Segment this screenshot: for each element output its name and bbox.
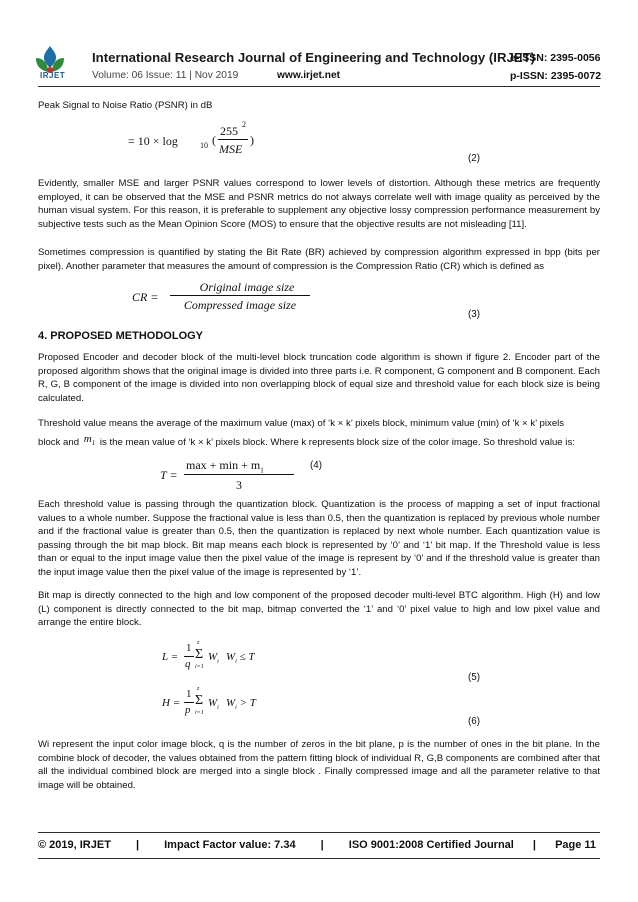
equation-6: H = 1 p z Σ i=1 $W_i$ $W_i > T$ [162, 686, 256, 716]
paragraph-threshold-2: block and $m_1$ is the mean value of ‘k × k’ pixels block. Where k represents block size of the color image. So threshold value is: [38, 433, 575, 448]
paragraph-mse: Evidently, smaller MSE and larger PSNR values correspond to lower levels of distortion. Although these metrics are frequently employed, it can be observed that the MSE and PSNR metrics do not always correlate well with image quality as perceived by the human visual system. For this reason, it is preferable to supplement any objective lossy compression performance measurement by subjective tests such as the Mean Opinion Score (MOS) to ensure that the objective results are not misleading [11]. [38, 178, 600, 230]
paragraph-bitmap: Bit map is directly connected to the high and low component of the proposed decoder multi-level BTC algorithm. High (H) and low (L) component is directly connected to the bit map, bitmap converted the ‘1’ and ‘0’ pixel value to high and low pixel value and arrange the entire block. [38, 590, 600, 629]
footer-copyright: © 2019, IRJET [38, 839, 111, 851]
footer-impact: Impact Factor value: 7.34 [164, 839, 296, 851]
footer-separator: | [320, 839, 324, 851]
e-issn: e-ISSN: 2395-0056 [510, 52, 601, 64]
equation-6-number: (6) [468, 716, 480, 727]
equation-2: = 10 × log 10 ( 255 2 MSE ) [128, 120, 254, 156]
m1-symbol: $m_1$ [83, 433, 96, 448]
equation-5: L = 1 q z Σ i=1 $W_i$ $W_i \le T$ [162, 640, 255, 670]
volume-issue: Volume: 06 Issue: 11 | Nov 2019 [92, 70, 239, 81]
footer [38, 839, 600, 851]
footer-separator: | [532, 839, 536, 851]
header-divider [38, 86, 600, 87]
paragraph-final: Wi represent the input color image block, q is the number of zeros in the bit plane, p is the number of ones in the bit plane. In the combine block of decoder, the values obtained from the pattern fitting block of individual R, G,B components are combined after that all the individual combined block are merged into a single block . Finally compressed image and all the parameter relative to that image will be obtained. [38, 739, 600, 791]
paragraph-bitrate: Sometimes compression is quantified by stating the Bit Rate (BR) achieved by compression algorithm expressed in bpp (bits per pixel). Another parameter that measures the amount of compression is the Compression Ratio (CR) which is defined as [38, 247, 600, 272]
footer-separator: | [135, 839, 140, 851]
paragraph-encoder: Proposed Encoder and decoder block of the multi-level block truncation code algorithm is shown if figure 2. Encoder part of the proposed algorithm shows that the original image is divided into three parts i.e. R component, G component and B component. Each R, G, B component of the image is divided into non overlapping block of equal size and threshold value for each block size is being calculated. [38, 352, 600, 404]
footer-bottom-divider [38, 858, 600, 859]
equation-4: T = $\max + \min + m_1$ 3 [160, 457, 300, 495]
footer-iso: ISO 9001:2008 Certified Journal [348, 839, 514, 851]
footer-divider [38, 832, 600, 833]
journal-title: International Research Journal of Engineering and Technology (IRJET) [92, 50, 536, 65]
equation-5-number: (5) [468, 672, 480, 683]
p-issn: p-ISSN: 2395-0072 [510, 70, 602, 82]
equation-2-number: (2) [468, 153, 480, 164]
website-link[interactable]: www.irjet.net [277, 70, 341, 81]
paragraph-quantization: Each threshold value is passing through the quantization block. Quantization is the process of mapping a set of input fractional values to a whole number. Suppose the fractional value is less than 0.5, then the quantization is replaced by previous whole number and if the fractional value is greater than 0.5, then the quantization is replaced by next whole number. Each quantization value is passing through the bit map block. Bit map means each block is represented by ‘0’ and ‘1’ bit map. If the Threshold value is less than or equal to the input image value then the pixel value of the image is represent by ‘0’ and if the threshold value is greater than the input image value then the pixel value of the image is represented by ‘1’. [38, 499, 600, 578]
equation-3: CR = Original image size Compressed image size [132, 280, 332, 316]
psnr-label: Peak Signal to Noise Ratio (PSNR) in dB [38, 100, 213, 111]
footer-page: Page 11 [555, 839, 597, 851]
equation-4-number: (4) [310, 460, 322, 471]
section-heading: 4. PROPOSED METHODOLOGY [38, 330, 204, 342]
equation-3-number: (3) [468, 309, 480, 320]
paragraph-threshold-1: Threshold value means the average of the maximum value (max) of ‘k × k’ pixels block, minimum value (min) of ‘k × k’ pixels [38, 418, 565, 429]
logo-text: IRJET [40, 71, 66, 80]
